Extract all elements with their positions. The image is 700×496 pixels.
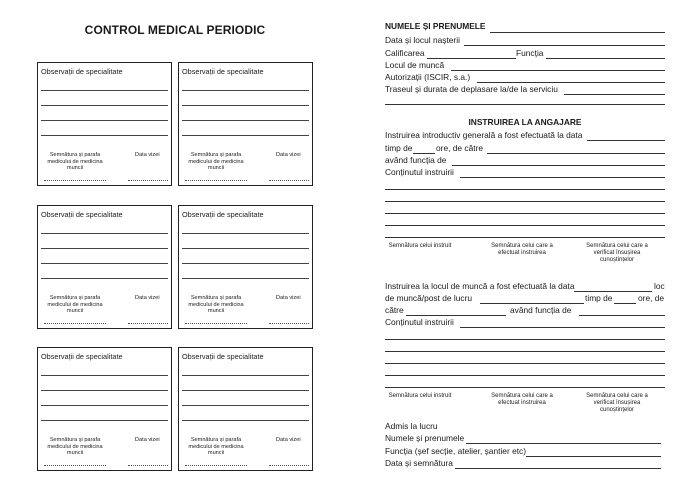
observation-line[interactable] (182, 420, 309, 421)
workplace-catre-label: către (385, 305, 404, 315)
doctor-signature-label: Semnătura și parafa medicului de medicina muncii (188, 152, 244, 172)
workplace-field[interactable] (451, 70, 665, 71)
doctor-signature-label: Semnătura și parafa medicului de medicina muncii (47, 295, 103, 315)
signature-dotted-field[interactable] (44, 323, 106, 324)
date-dotted-field[interactable] (128, 465, 168, 466)
birth-field[interactable] (464, 45, 665, 46)
workplace-content-label: Conținutul instruirii (385, 317, 454, 327)
observation-card-title: Observații de specialitate (41, 67, 123, 76)
admitted-title: Admis la lucru (385, 421, 438, 431)
intro-content-line[interactable] (385, 237, 665, 238)
workplace-hours-field[interactable] (614, 303, 636, 304)
date-dotted-field[interactable] (269, 465, 309, 466)
observation-card-title: Observații de specialitate (182, 352, 264, 361)
intro-content-line[interactable] (385, 201, 665, 202)
observation-card (178, 62, 313, 186)
observation-line[interactable] (41, 405, 168, 406)
observation-line[interactable] (41, 233, 168, 234)
visa-date-label: Data vizei (276, 437, 301, 443)
observation-card (178, 205, 313, 329)
visa-date-label: Data vizei (135, 295, 160, 301)
intro-timp-label: timp de (385, 143, 413, 153)
authorizations-field[interactable] (477, 82, 665, 83)
function-field[interactable] (546, 58, 665, 59)
doctor-signature-label: Semnătura și parafa medicului de medicina muncii (188, 295, 244, 315)
visa-date-label: Data vizei (276, 152, 301, 158)
sig-trainee-label: Semnătura celui instruit (388, 243, 452, 249)
admitted-name-field[interactable] (466, 443, 661, 444)
workplace-content-line[interactable] (385, 351, 665, 352)
visa-date-label: Data vizei (135, 437, 160, 443)
workplace-content-line[interactable] (385, 363, 665, 364)
observation-card-title: Observații de specialitate (41, 352, 123, 361)
workplace-post-field[interactable] (480, 303, 584, 304)
name-heading: NUMELE ȘI PRENUMELE (385, 21, 486, 31)
commute-label: Traseul și durata de deplasare la/de la serviciu (385, 84, 558, 94)
date-dotted-field[interactable] (128, 180, 168, 181)
qualification-label: Calificarea (385, 48, 425, 58)
observation-line[interactable] (182, 120, 309, 121)
visa-date-label: Data vizei (135, 152, 160, 158)
observation-line[interactable] (41, 375, 168, 376)
observation-card (178, 347, 313, 471)
intro-function-field[interactable] (452, 165, 665, 166)
sig-trainer-label: Semnătura celui care a efectuat instruirea (491, 243, 553, 257)
sig-verifier-label: Semnătura celui care a verificat însușirea cunoștințelor (586, 243, 648, 264)
observation-card-title: Observații de specialitate (41, 210, 123, 219)
signature-dotted-field[interactable] (185, 180, 247, 181)
observation-card-title: Observații de specialitate (182, 210, 264, 219)
sig-trainee-label-2: Semnătura celui instruit (388, 393, 452, 399)
intro-hours-field[interactable] (413, 153, 435, 154)
workplace-date-label: Instruirea la locul de muncă a fost efectuată la data (385, 281, 575, 291)
authorizations-label: Autorizații (ISCIR, s.a.) (385, 72, 471, 82)
observation-line[interactable] (182, 375, 309, 376)
workplace-content-line[interactable] (385, 339, 665, 340)
signature-dotted-field[interactable] (185, 465, 247, 466)
section-title: INSTRUIREA LA ANGAJARE (468, 117, 582, 127)
intro-content-label: Conținutul instruirii (385, 167, 454, 177)
sig-verifier-label-2: Semnătura celui care a verificat însușirea cunoștințelor (586, 393, 648, 414)
intro-date-label: Instruirea introductiv generală a fost efectuată la data (385, 130, 583, 140)
observation-card (37, 62, 172, 186)
observation-line[interactable] (41, 263, 168, 264)
intro-content-line[interactable] (385, 225, 665, 226)
workplace-loc-label: loc (654, 281, 665, 291)
observation-card (37, 347, 172, 471)
observation-line[interactable] (182, 248, 309, 249)
observation-line[interactable] (182, 90, 309, 91)
doctor-signature-label: Semnătura și parafa medicului de medicina muncii (47, 152, 103, 172)
observation-line[interactable] (41, 278, 168, 279)
observation-line[interactable] (182, 135, 309, 136)
function-label: Funcția (516, 48, 544, 58)
workplace-post-label: de muncă/post de lucru (385, 293, 473, 303)
observation-line[interactable] (182, 263, 309, 264)
date-dotted-field[interactable] (269, 180, 309, 181)
intro-content-field[interactable] (460, 177, 665, 178)
observation-line[interactable] (41, 248, 168, 249)
admitted-function-field[interactable] (526, 456, 661, 457)
date-dotted-field[interactable] (269, 323, 309, 324)
observation-line[interactable] (182, 278, 309, 279)
workplace-content-line[interactable] (385, 375, 665, 376)
qualification-field[interactable] (427, 58, 516, 59)
commute-field-line-2[interactable] (385, 104, 665, 105)
observation-line[interactable] (41, 420, 168, 421)
visa-date-label: Data vizei (276, 295, 301, 301)
observation-line[interactable] (41, 90, 168, 91)
workplace-trainer-field[interactable] (406, 315, 506, 316)
intro-function-label: având funcția de (385, 155, 447, 165)
signature-dotted-field[interactable] (185, 323, 247, 324)
admitted-date-field[interactable] (455, 468, 661, 469)
workplace-ore-label: ore, de (638, 293, 665, 303)
admitted-date-label: Data și semnătura (385, 458, 453, 468)
observation-line[interactable] (182, 233, 309, 234)
intro-trainer-field[interactable] (487, 153, 665, 154)
observation-card (37, 205, 172, 329)
observation-line[interactable] (41, 105, 168, 106)
intro-date-field[interactable] (587, 140, 665, 141)
workplace-function-field[interactable] (579, 315, 665, 316)
observation-line[interactable] (41, 390, 168, 391)
birth-label: Data și locul nașterii (385, 35, 460, 45)
observation-line[interactable] (182, 405, 309, 406)
intro-ore-label: ore, de către (436, 143, 484, 153)
workplace-label: Locul de muncă (385, 60, 445, 70)
admitted-function-label: Funcția (șef secție, atelier, șantier etc) (385, 446, 527, 456)
workplace-timp-label: timp de (585, 293, 613, 303)
observation-line[interactable] (41, 135, 168, 136)
signature-dotted-field[interactable] (44, 180, 106, 181)
doctor-signature-label: Semnătura și parafa medicului de medicina muncii (188, 437, 244, 457)
workplace-function-label: având funcția de (510, 305, 572, 315)
commute-field[interactable] (564, 94, 665, 95)
admitted-name-label: Numele și prenumele (385, 433, 465, 443)
workplace-content-line[interactable] (385, 387, 665, 388)
intro-content-line[interactable] (385, 189, 665, 190)
signature-dotted-field[interactable] (44, 465, 106, 466)
doctor-signature-label: Semnătura și parafa medicului de medicina muncii (47, 437, 103, 457)
date-dotted-field[interactable] (128, 323, 168, 324)
sig-trainer-label-2: Semnătura celui care a efectuat instruirea (491, 393, 553, 407)
workplace-date-field[interactable] (574, 291, 652, 292)
workplace-content-field[interactable] (460, 327, 665, 328)
observation-line[interactable] (41, 120, 168, 121)
page-title: CONTROL MEDICAL PERIODIC (84, 23, 266, 37)
observation-line[interactable] (182, 105, 309, 106)
intro-content-line[interactable] (385, 213, 665, 214)
observation-line[interactable] (182, 390, 309, 391)
observation-card-title: Observații de specialitate (182, 67, 264, 76)
name-field[interactable] (490, 32, 665, 33)
